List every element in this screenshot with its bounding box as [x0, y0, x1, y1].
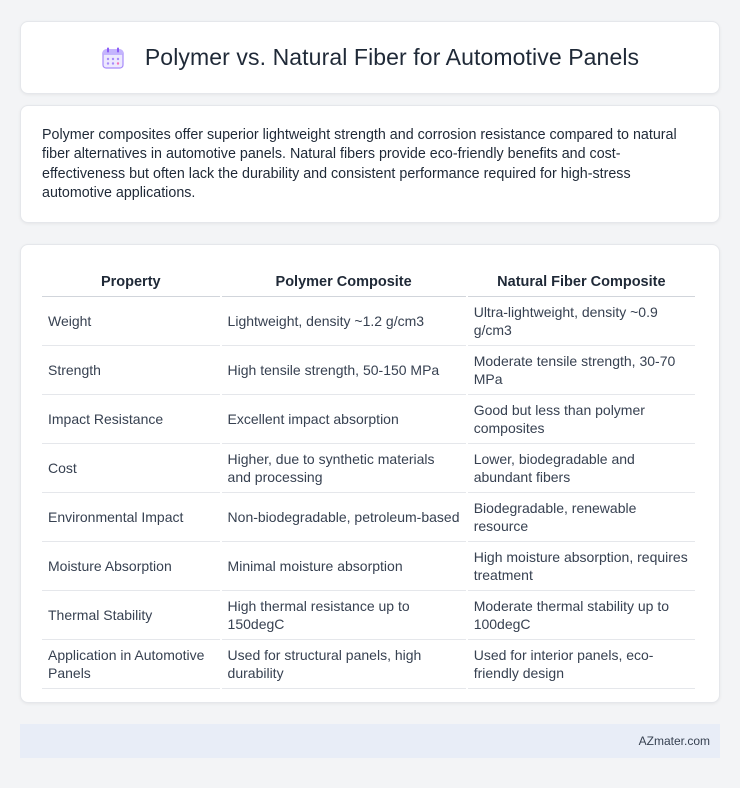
page-title: Polymer vs. Natural Fiber for Automotive Panels	[144, 44, 640, 70]
table-row	[42, 297, 695, 346]
property-cell: Thermal Stability	[42, 591, 220, 640]
polymer-cell: Higher, due to synthetic materials and processing	[222, 444, 466, 493]
natural-fiber-cell: Good but less than polymer composites	[468, 395, 695, 444]
natural-fiber-cell: Biodegradable, renewable resource	[468, 493, 695, 542]
property-cell: Environmental Impact	[42, 493, 220, 542]
polymer-cell: High thermal resistance up to 150degC	[222, 591, 466, 640]
polymer-cell: Lightweight, density ~1.2 g/cm3	[222, 297, 466, 346]
property-cell: Cost	[42, 444, 220, 493]
comparison-table	[40, 263, 697, 689]
natural-fiber-cell: Lower, biodegradable and abundant fibers	[468, 444, 695, 493]
table-row	[42, 346, 695, 395]
natural-fiber-cell: High moisture absorption, requires treatment	[468, 542, 695, 591]
table-row	[42, 542, 695, 591]
table-header-row	[42, 263, 695, 297]
header-property: Property	[42, 263, 220, 297]
header-natural-fiber: Natural Fiber Composite	[468, 263, 695, 297]
table-row	[42, 493, 695, 542]
intro-paragraph: Polymer composites offer superior lightweight strength and corrosion resistance compared to natural fiber alternatives in automotive panels. Natural fibers provide eco-friendly benefits and cost-effectiveness but often lack the durability and consistent performance required for high-stress automotive applications.	[42, 127, 677, 201]
calendar-icon	[101, 46, 125, 70]
natural-fiber-cell: Moderate thermal stability up to 100degC	[468, 591, 695, 640]
property-cell: Moisture Absorption	[42, 542, 220, 591]
property-cell: Application in Automotive Panels	[42, 640, 220, 689]
table-row	[42, 444, 695, 493]
property-cell: Weight	[42, 297, 220, 346]
table-row	[42, 395, 695, 444]
intro-card	[20, 105, 720, 223]
property-cell: Strength	[42, 346, 220, 395]
property-cell: Impact Resistance	[42, 395, 220, 444]
comparison-card	[20, 244, 720, 703]
polymer-cell: Excellent impact absorption	[222, 395, 466, 444]
polymer-cell: Used for structural panels, high durability	[222, 640, 466, 689]
natural-fiber-cell: Ultra-lightweight, density ~0.9 g/cm3	[468, 297, 695, 346]
footer-brand: AZmater.com	[638, 734, 710, 748]
title-wrap	[101, 44, 639, 71]
natural-fiber-cell: Moderate tensile strength, 30-70 MPa	[468, 346, 695, 395]
polymer-cell: High tensile strength, 50-150 MPa	[222, 346, 466, 395]
polymer-cell: Non-biodegradable, petroleum-based	[222, 493, 466, 542]
table-row	[42, 591, 695, 640]
header-polymer: Polymer Composite	[222, 263, 466, 297]
natural-fiber-cell: Used for interior panels, eco-friendly design	[468, 640, 695, 689]
title-card	[20, 21, 720, 94]
table-row	[42, 640, 695, 689]
polymer-cell: Minimal moisture absorption	[222, 542, 466, 591]
footer-bar	[20, 724, 720, 758]
